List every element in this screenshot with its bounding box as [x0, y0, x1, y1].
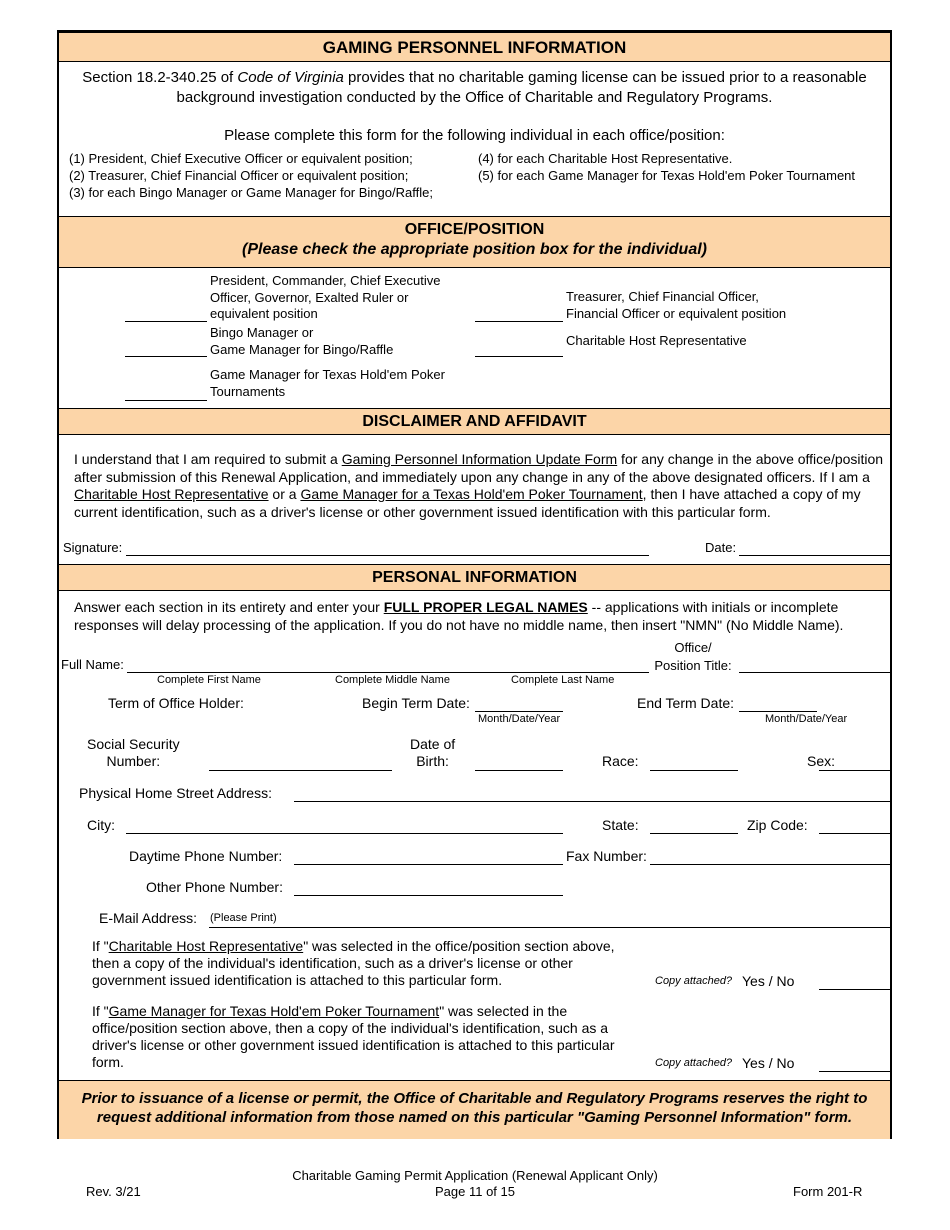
fax-field[interactable] [650, 864, 892, 865]
race-field[interactable] [650, 770, 738, 771]
list-item: (1) President, Chief Executive Officer or equivalent position; [69, 151, 413, 166]
daytime-phone-label: Daytime Phone Number: [129, 848, 283, 864]
personal-header: PERSONAL INFORMATION [59, 564, 890, 591]
ssn-field[interactable] [209, 770, 392, 771]
list-item: (4) for each Charitable Host Representative. [478, 151, 733, 166]
host-copy-field[interactable] [819, 989, 892, 990]
host-yes-no: Yes / No [742, 973, 795, 989]
footer-form: Form 201-R [793, 1184, 863, 1199]
last-name-caption: Complete Last Name [511, 674, 615, 686]
other-phone-label: Other Phone Number: [146, 879, 283, 895]
office-heading: OFFICE/POSITION [404, 221, 545, 238]
begin-term-label: Begin Term Date: [362, 695, 470, 711]
treasurer-check[interactable] [475, 321, 563, 322]
footer-rev: Rev. 3/21 [86, 1184, 141, 1199]
sex-label: Sex: [807, 753, 836, 769]
signature-label: Signature: [63, 540, 123, 555]
other-phone-field[interactable] [294, 895, 563, 896]
state-label: State: [602, 817, 639, 833]
first-name-caption: Complete First Name [157, 674, 261, 686]
address-field[interactable] [294, 801, 892, 802]
poker-id-text: If "Game Manager for Texas Hold'em Poker Tournament" was selected in the office/position section above, then a copy of the individual's identification, such as a driver's license or other government issued identification is attached to this particular form. [92, 1003, 615, 1070]
list-item: (3) for each Bingo Manager or Game Manager for Bingo/Raffle; [69, 185, 433, 200]
race-label: Race: [602, 753, 639, 769]
email-field[interactable] [209, 927, 892, 928]
full-name-field[interactable] [127, 672, 649, 673]
footer-center: Charitable Gaming Permit Application (Renewal Applicant Only) Page 11 of 15 [292, 1168, 658, 1199]
intro-line-2: background investigation conducted by the Office of Charitable and Regulatory Programs. [176, 89, 773, 106]
begin-term-caption: Month/Date/Year [478, 713, 561, 725]
president-label: President, Commander, Chief Executive Officer, Governor, Exalted Ruler or equivalent position [210, 273, 441, 321]
middle-name-caption: Complete Middle Name [335, 674, 450, 686]
please-print-note: (Please Print) [210, 912, 277, 924]
form-title: GAMING PERSONNEL INFORMATION [59, 32, 890, 62]
personal-instructions: Answer each section in its entirety and enter your FULL PROPER LEGAL NAMES -- applications with initials or incomplete responses will delay processing of the application. If you do not have no middle name, then insert "NMN" (No Middle Name). [74, 599, 844, 633]
dob-field[interactable] [475, 770, 563, 771]
fax-label: Fax Number: [566, 848, 647, 864]
host-check[interactable] [475, 356, 563, 357]
state-field[interactable] [650, 833, 738, 834]
president-check[interactable] [125, 321, 207, 322]
office-position-header [59, 216, 890, 268]
end-term-caption: Month/Date/Year [765, 713, 848, 725]
end-term-field[interactable] [739, 711, 817, 712]
form-frame [57, 30, 892, 1139]
notice-band: Prior to issuance of a license or permit, the Office of Charitable and Regulatory Programs reserves the right to request additional information from those named on this particular "Gaming Personnel Information" form. [59, 1080, 890, 1139]
disclaimer-header: DISCLAIMER AND AFFIDAVIT [59, 408, 890, 435]
poker-copy-attached: Copy attached? [655, 1057, 733, 1069]
intro-please: Please complete this form for the following individual in each office/position: [224, 127, 725, 144]
poker-check[interactable] [125, 400, 207, 401]
office-title-field[interactable] [739, 672, 892, 673]
date-label: Date: [705, 540, 737, 555]
host-copy-attached: Copy attached? [655, 975, 733, 987]
term-label: Term of Office Holder: [108, 695, 244, 711]
date-field[interactable] [739, 555, 892, 556]
city-field[interactable] [126, 833, 563, 834]
list-item: (5) for each Game Manager for Texas Hold'em Poker Tournament [478, 168, 856, 183]
treasurer-label: Treasurer, Chief Financial Officer, Financial Officer or equivalent position [566, 289, 787, 321]
signature-field[interactable] [126, 555, 649, 556]
list-item: (2) Treasurer, Chief Financial Officer or equivalent position; [69, 168, 409, 183]
office-title-label: Office/ Position Title: [654, 640, 732, 673]
host-id-text: If "Charitable Host Representative" was selected in the office/position section above, then a copy of the individual's identification, such as a driver's license or other government issued identification is attached to this particular form. [92, 938, 615, 988]
intro-line-1: Section 18.2-340.25 of Code of Virginia provides that no charitable gaming license can be issued prior to a reasonable [82, 69, 867, 86]
host-label: Charitable Host Representative [566, 333, 747, 348]
bingo-check[interactable] [125, 356, 207, 357]
end-term-label: End Term Date: [637, 695, 735, 711]
office-subheading: (Please check the appropriate position box for the individual) [242, 241, 707, 258]
city-label: City: [87, 817, 115, 833]
email-label: E-Mail Address: [99, 910, 198, 926]
poker-label: Game Manager for Texas Hold'em Poker Tournaments [210, 367, 445, 399]
zip-field[interactable] [819, 833, 892, 834]
poker-copy-field[interactable] [819, 1071, 892, 1072]
full-name-label: Full Name: [61, 657, 124, 672]
ssn-label: Social Security Number: [87, 736, 180, 769]
begin-term-field[interactable] [475, 711, 563, 712]
zip-label: Zip Code: [747, 817, 808, 833]
poker-yes-no: Yes / No [742, 1055, 795, 1071]
bingo-label: Bingo Manager or Game Manager for Bingo/Raffle [210, 325, 394, 357]
disclaimer-text: I understand that I am required to submit a Gaming Personnel Information Update Form for any change in the above office/position after submission of this Renewal Application, and immediately upon any change in any of the above designated officers. If I am a Charitable Host Representative or a Game Manager for a Texas Hold'em Poker Tournament, then I have attached a copy of my current identification, such as a driver's license or other government issued identification with this particular form. [74, 451, 884, 520]
sex-field[interactable] [819, 770, 892, 771]
address-label: Physical Home Street Address: [79, 785, 272, 801]
daytime-phone-field[interactable] [294, 864, 563, 865]
dob-label: Date of Birth: [410, 736, 456, 769]
